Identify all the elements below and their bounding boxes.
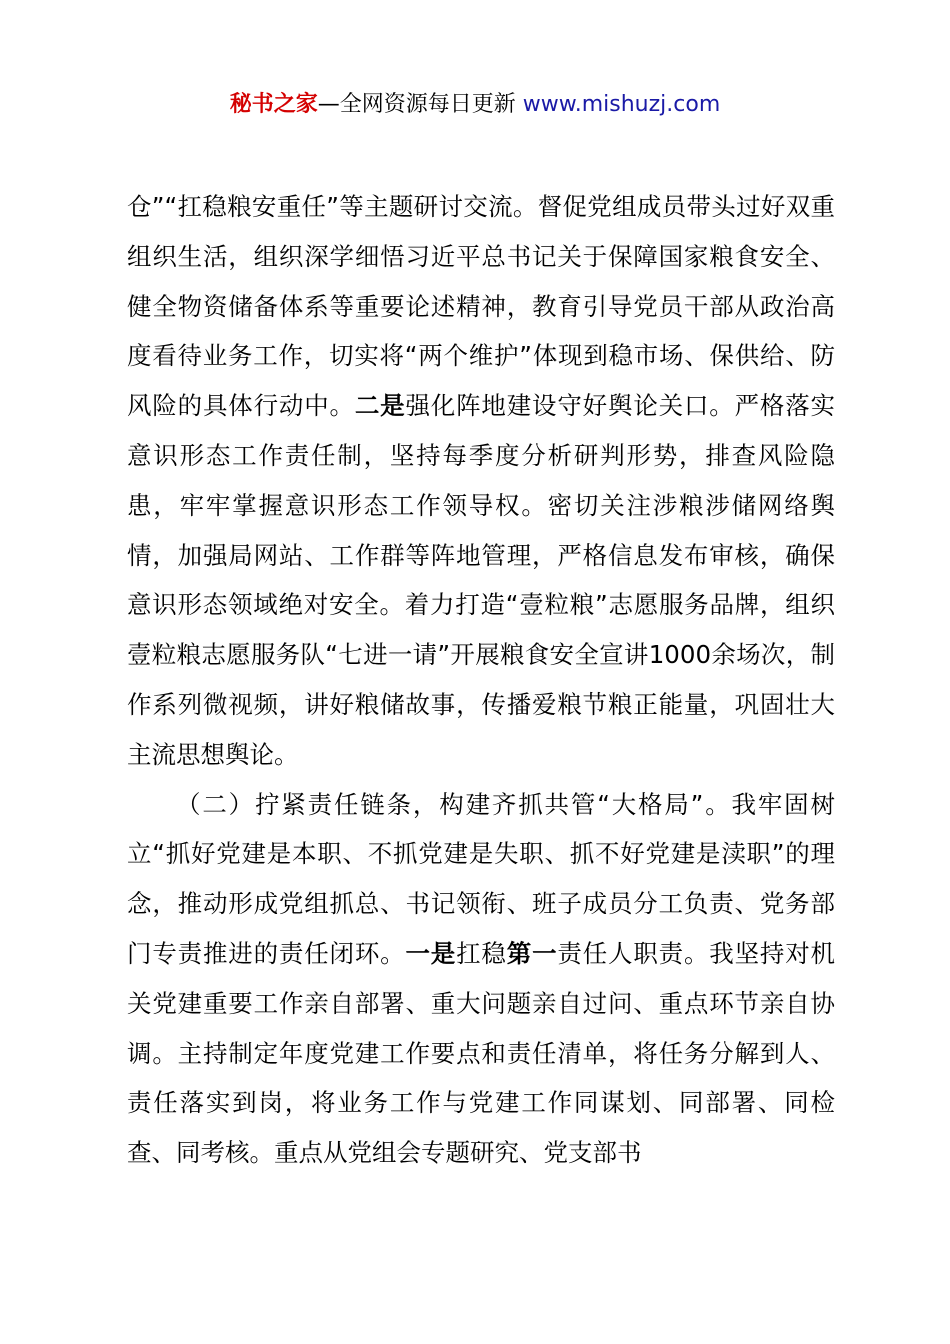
- paragraph-text: （二）拧紧责任链条，构建齐抓共管“大格局”。我牢固树立“抓好党建是本职、不抓党建是失职、抓不好党建是渎职”的理念，推动形成党组抓总、书记领衔、班子成员分工负责、党务部门专责推进的责任闭环。: [127, 789, 835, 968]
- paragraph-continued: [127, 182, 835, 780]
- brand-name: 秘书之家: [229, 92, 318, 117]
- bold-emphasis: 第一: [506, 938, 558, 968]
- bold-ordinal: 一是: [405, 938, 457, 968]
- header-tagline: —全网资源每日更新: [317, 92, 523, 117]
- paragraph-text: 扛稳: [456, 938, 507, 968]
- document-body: [127, 182, 835, 1178]
- paragraph-text: 仓”“扛稳粮安重任”等主题研讨交流。督促党组成员带头过好双重组织生活，组织深学细悟习近平总书记关于保障国家粮食安全、健全物资储备体系等重要论述精神，教育引导党员干部从政治高度看待业务工作，切实将“两个维护”体现到稳市场、保供给、防风险的具体行动中。: [127, 192, 835, 421]
- website-link[interactable]: www.mishuzj.com: [522, 92, 721, 117]
- paragraph-text: 强化阵地建设守好舆论关口。严格落实意识形态工作责任制，坚持每季度分析研判形势，排查风险隐患，牢牢掌握意识形态工作领导权。密切关注涉粮涉储网络舆情，加强局网站、工作群等阵地管理，严格信息发布审核，确保意识形态领域绝对安全。着力打造“壹粒粮”志愿服务品牌，组织壹粒粮志愿服务队“七进一请”开展粮食安全宣讲1000余场次，制作系列微视频，讲好粮储故事，传播爱粮节粮正能量，巩固壮大主流思想舆论。: [127, 391, 836, 769]
- page-header: [0, 88, 950, 122]
- bold-ordinal: 二是: [354, 391, 406, 421]
- paragraph-text: 责任人职责。我坚持对机关党建重要工作亲自部署、重大问题亲自过问、重点环节亲自协调。主持制定年度党建工作要点和责任清单，将任务分解到人、责任落实到岗，将业务工作与党建工作同谋划、同部署、同检查、同考核。重点从党组会专题研究、党支部书: [127, 938, 836, 1168]
- paragraph-section-2: [127, 780, 835, 1178]
